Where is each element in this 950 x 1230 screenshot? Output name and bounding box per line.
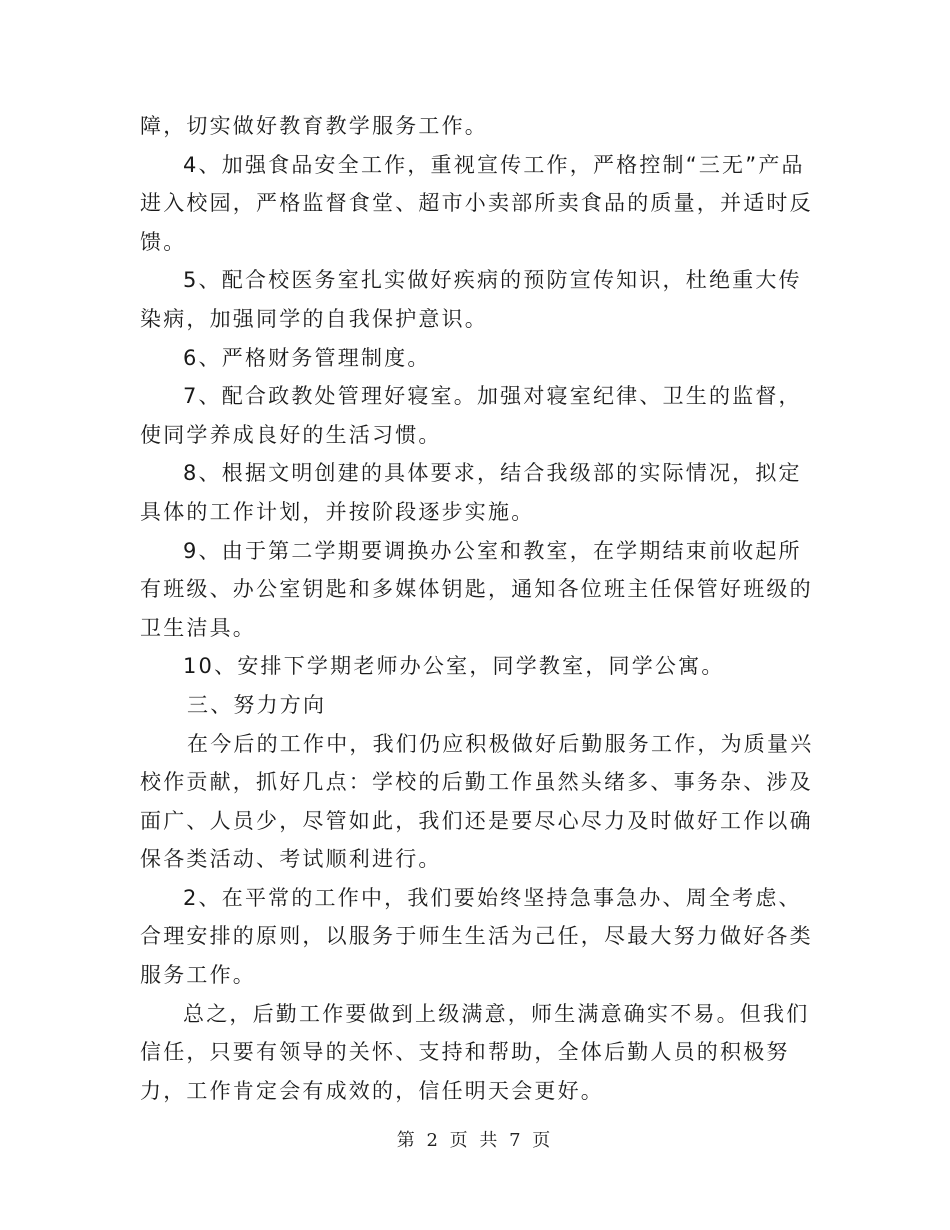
paragraph-item-2: 2、在平常的工作中，我们要始终坚持急事急办、周全考虑、合理安排的原则，以服务于师生生活为己任，尽最大努力做好各类服务工作。 (140, 885, 813, 988)
paragraph-continuation: 障，切实做好教育教学服务工作。 (140, 114, 488, 138)
paragraph-item-7: 7、配合政教处管理好寝室。加强对寝室纪律、卫生的监督，使同学养成良好的生活习惯。 (140, 384, 802, 447)
paragraph-item-8: 8、根据文明创建的具体要求，结合我级部的实际情况，拟定具体的工作计划，并按阶段逐步实施。 (140, 461, 802, 524)
paragraph-item-9: 9、由于第二学期要调换办公室和教室，在学期结束前收起所有班级、办公室钥匙和多媒体钥匙，通知各位班主任保管好班级的卫生洁具。 (140, 538, 813, 640)
paragraph-item-10: 10、安排下学期老师办公室，同学教室，同学公寓。 (183, 654, 725, 679)
section-heading: 三、努力方向 (187, 692, 327, 717)
paragraph-item-6: 6、严格财务管理制度。 (183, 345, 431, 370)
paragraph-item-4: 4、加强食品安全工作，重视宣传工作，严格控制“三无”产品进入校园，严格监督食堂、超市小卖部所卖食品的质量，并适时反馈。 (140, 152, 813, 254)
paragraph-section-intro: 在今后的工作中，我们仍应积极做好后勤服务工作，为质量兴校作贡献，抓好几点：学校的后勤工作虽然头绪多、事务杂、涉及面广、人员少，尽管如此，我们还是要尽心尽力及时做好工作以确保各类活动、考试顺利进行。 (140, 731, 814, 872)
document-body (140, 107, 815, 1110)
paragraph-conclusion: 总之，后勤工作要做到上级满意，师生满意确实不易。但我们信任，只要有领导的关怀、支持和帮助，全体后勤人员的积极努力，工作肯定会有成效的，信任明天会更好。 (140, 1001, 810, 1103)
page-number-footer: 第 2 页 共 7 页 (396, 1130, 554, 1151)
paragraph-item-5: 5、配合校医务室扎实做好疾病的预防宣传知识，杜绝重大传染病，加强同学的自我保护意识。 (140, 268, 802, 331)
